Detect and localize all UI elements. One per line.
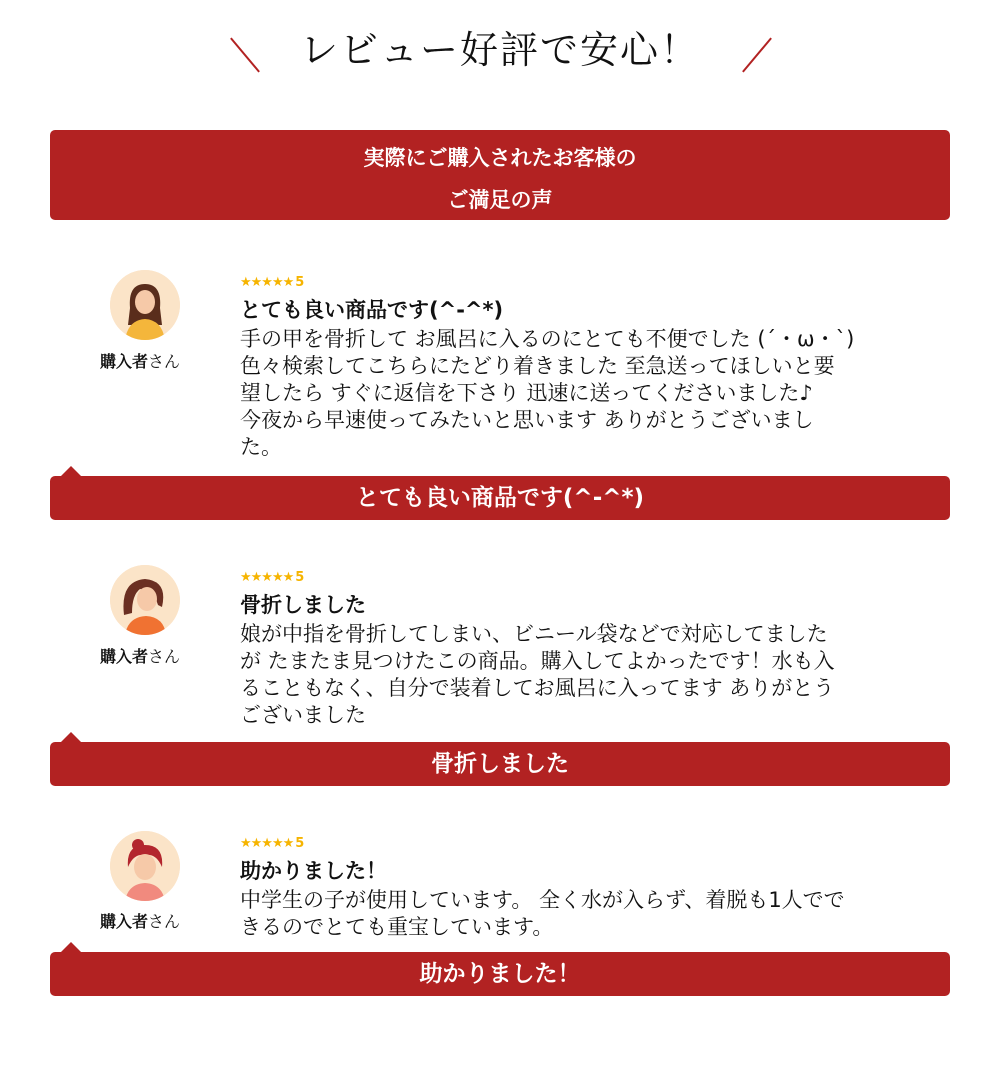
review-banner: 助かりました！	[50, 952, 950, 996]
section-heading	[0, 0, 1000, 100]
woman-avatar-icon	[110, 831, 180, 901]
woman-avatar-icon	[110, 270, 180, 340]
woman-avatar-icon	[110, 565, 180, 635]
header-banner	[50, 130, 950, 220]
review-title: 助かりました！	[240, 859, 387, 883]
buyer-label: 購入者さん	[100, 647, 181, 666]
review-banner: 骨折しました	[50, 742, 950, 786]
review-body: 娘が中指を骨折してしまい、ビニール袋などで対応してました が たまたま見つけたこの商品。購入してよかったです！水も入 ることもなく、自分で装着してお風呂に入ってます ありがとう ございました	[240, 622, 835, 727]
header-banner-line1: 実際にご購入されたお客様の	[363, 146, 637, 170]
star-rating: ★★★★★ 5	[240, 570, 305, 585]
review-body: 中学生の子が使用しています。 全く水が入らず、着脱も1人でで きるのでとても重宝しています。	[240, 888, 845, 939]
review-body: 手の甲を骨折して お風呂に入るのにとても不便でした (´・ω・`) 色々検索してこちらにたどり着きました 至急送ってほしいと要 望したら すぐに返信を下さり 迅速に送ってくださいました♪ 今夜から早速使ってみたいと思います ありがとうございまし た。	[240, 327, 855, 459]
buyer-label: 購入者さん	[100, 352, 181, 371]
buyer-label: 購入者さん	[100, 912, 181, 931]
review-title: 骨折しました	[240, 593, 366, 617]
star-rating: ★★★★★ 5	[240, 275, 305, 290]
page-title: レビュー好評で安心！	[299, 28, 700, 72]
star-rating: ★★★★★ 5	[240, 836, 305, 851]
review-banner: とても良い商品です(^-^*)	[50, 476, 950, 520]
review-title: とても良い商品です(^-^*)	[240, 298, 504, 322]
header-banner-line2: ご満足の声	[447, 188, 553, 212]
